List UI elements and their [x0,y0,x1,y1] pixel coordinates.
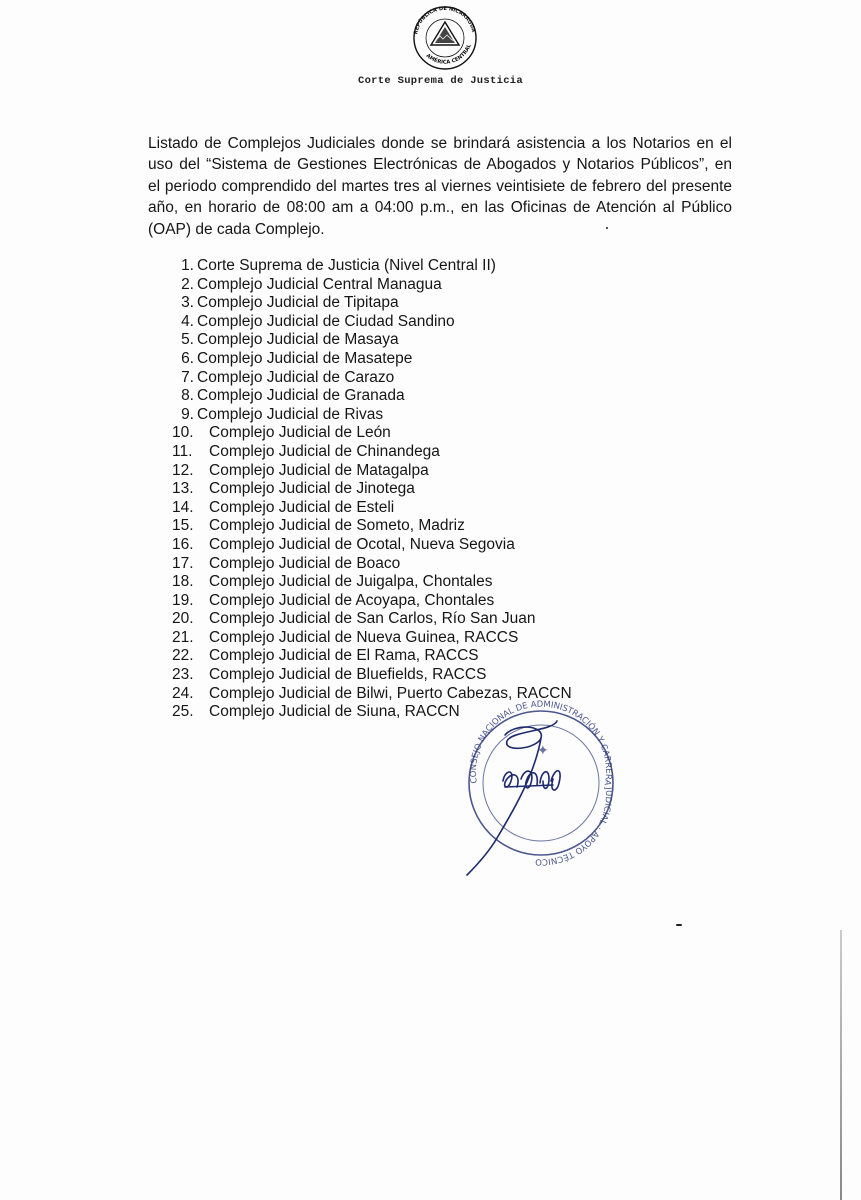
item-name: Complejo Judicial de Acoyapa, Chontales [209,591,495,609]
list-item [160,424,572,443]
list-item [160,499,572,518]
list-item [160,406,572,425]
item-name: Complejo Judicial de Ocotal, Nueva Segovia [209,535,515,553]
item-number: 8. [181,387,194,405]
item-name: Complejo Judicial de Tipitapa [197,294,399,312]
item-name: Complejo Judicial de San Carlos, Río San Juan [209,610,536,628]
list-item [160,629,572,648]
list-item [160,610,572,629]
seal-text-bottom: AMÉRICA CENTRAL [424,43,473,66]
item-number: 9. [181,405,194,423]
list-item [160,387,572,406]
item-name: Complejo Judicial de Boaco [209,554,401,572]
intro-paragraph [148,133,732,240]
intro-line: año, en horario de 08:00 am a 04:00 p.m., en las Oficinas de Atención al Público [148,199,732,217]
intro-line: Listado de Complejos Judiciales donde se brindará asistencia a los Notarios en el [148,135,732,152]
list-item [160,666,572,685]
item-name: Complejo Judicial de León [209,424,391,442]
stamp-text: CONSEJO NACIONAL DE ADMINISTRACIÓN Y CARRERA JUDICIAL · APOYO TÉCNICO [468,699,614,867]
item-number: 13. [172,480,194,498]
list-item [160,573,572,592]
item-number: 23. [172,666,194,684]
item-number: 17. [172,554,194,572]
complexes-list [160,257,572,722]
item-number: 21. [172,628,194,646]
item-name: Complejo Judicial de Carazo [197,368,395,386]
list-item [160,536,572,555]
item-name: Complejo Judicial de Nueva Guinea, RACCS [209,628,519,646]
item-number: 5. [181,331,194,349]
list-item [160,350,572,369]
item-name: Complejo Judicial de Masaya [197,331,399,349]
item-name: Complejo Judicial de Siuna, RACCN [209,703,460,721]
list-item [160,369,572,388]
item-number: 20. [172,610,194,628]
list-item [160,294,572,313]
item-number: 15. [172,517,194,535]
scan-edge-line [840,930,842,1200]
list-item [160,313,572,332]
item-name: Complejo Judicial de Juigalpa, Chontales [209,573,493,591]
item-name: Complejo Judicial de Chinandega [209,442,440,460]
list-item [160,480,572,499]
nicaragua-coat-of-arms-seal [405,0,485,70]
list-item [160,647,572,666]
list-item [160,517,572,536]
seal-text-top: REPÚBLICA DE NICARAGUA [413,5,477,35]
item-number: 10. [172,424,194,442]
scan-speck [606,227,608,229]
svg-text:✦: ✦ [537,743,549,759]
item-number: 11. [172,442,193,460]
item-name: Complejo Judicial de Ciudad Sandino [197,312,455,330]
intro-line: el periodo comprendido del martes tres al viernes veintisiete de febrero del presente [148,177,732,195]
item-number: 6. [181,349,194,367]
svg-text:AMÉRICA CENTRAL [425,43,473,66]
item-number: 1. [181,257,194,274]
item-name: Complejo Judicial de Rivas [197,405,384,423]
item-number: 3. [181,294,194,312]
item-number: 14. [172,498,194,516]
item-name: Corte Suprema de Justicia (Nivel Central II) [197,257,496,274]
item-name: Complejo Judicial de Matagalpa [209,461,429,479]
item-name: Complejo Judicial Central Managua [197,275,442,293]
item-name: Complejo Judicial de Jinotega [209,480,415,498]
item-number: 2. [181,275,194,293]
item-number: 18. [172,573,194,591]
item-name: Complejo Judicial de Granada [197,387,405,405]
item-name: Complejo Judicial de Someto, Madriz [209,517,465,535]
list-item [160,331,572,350]
item-number: 24. [172,684,194,702]
list-item [160,462,572,481]
item-number: 7. [181,368,194,386]
item-number: 16. [172,535,194,553]
list-item [160,257,572,276]
item-number: 25. [172,703,194,721]
item-name: Complejo Judicial de Masatepe [197,349,413,367]
list-item [160,276,572,295]
list-item [160,555,572,574]
item-number: 12. [172,461,194,479]
intro-line: uso del “Sistema de Gestiones Electrónicas de Abogados y Notarios Públicos”, en [148,156,732,174]
item-name: Complejo Judicial de El Rama, RACCS [209,647,479,665]
list-item [160,443,572,462]
item-number: 22. [172,647,194,665]
item-name: Complejo Judicial de Bluefields, RACCS [209,666,487,684]
item-name: Complejo Judicial de Esteli [209,498,395,516]
item-name: Complejo Judicial de Bilwi, Puerto Cabezas, RACCN [209,684,572,702]
institution-header: Corte Suprema de Justicia [357,75,524,87]
scan-speck [676,924,682,926]
official-stamp-with-signature [445,683,635,878]
item-number: 19. [172,591,194,609]
intro-line: (OAP) de cada Complejo. [148,220,325,238]
item-number: 4. [181,312,194,330]
list-item [160,592,572,611]
